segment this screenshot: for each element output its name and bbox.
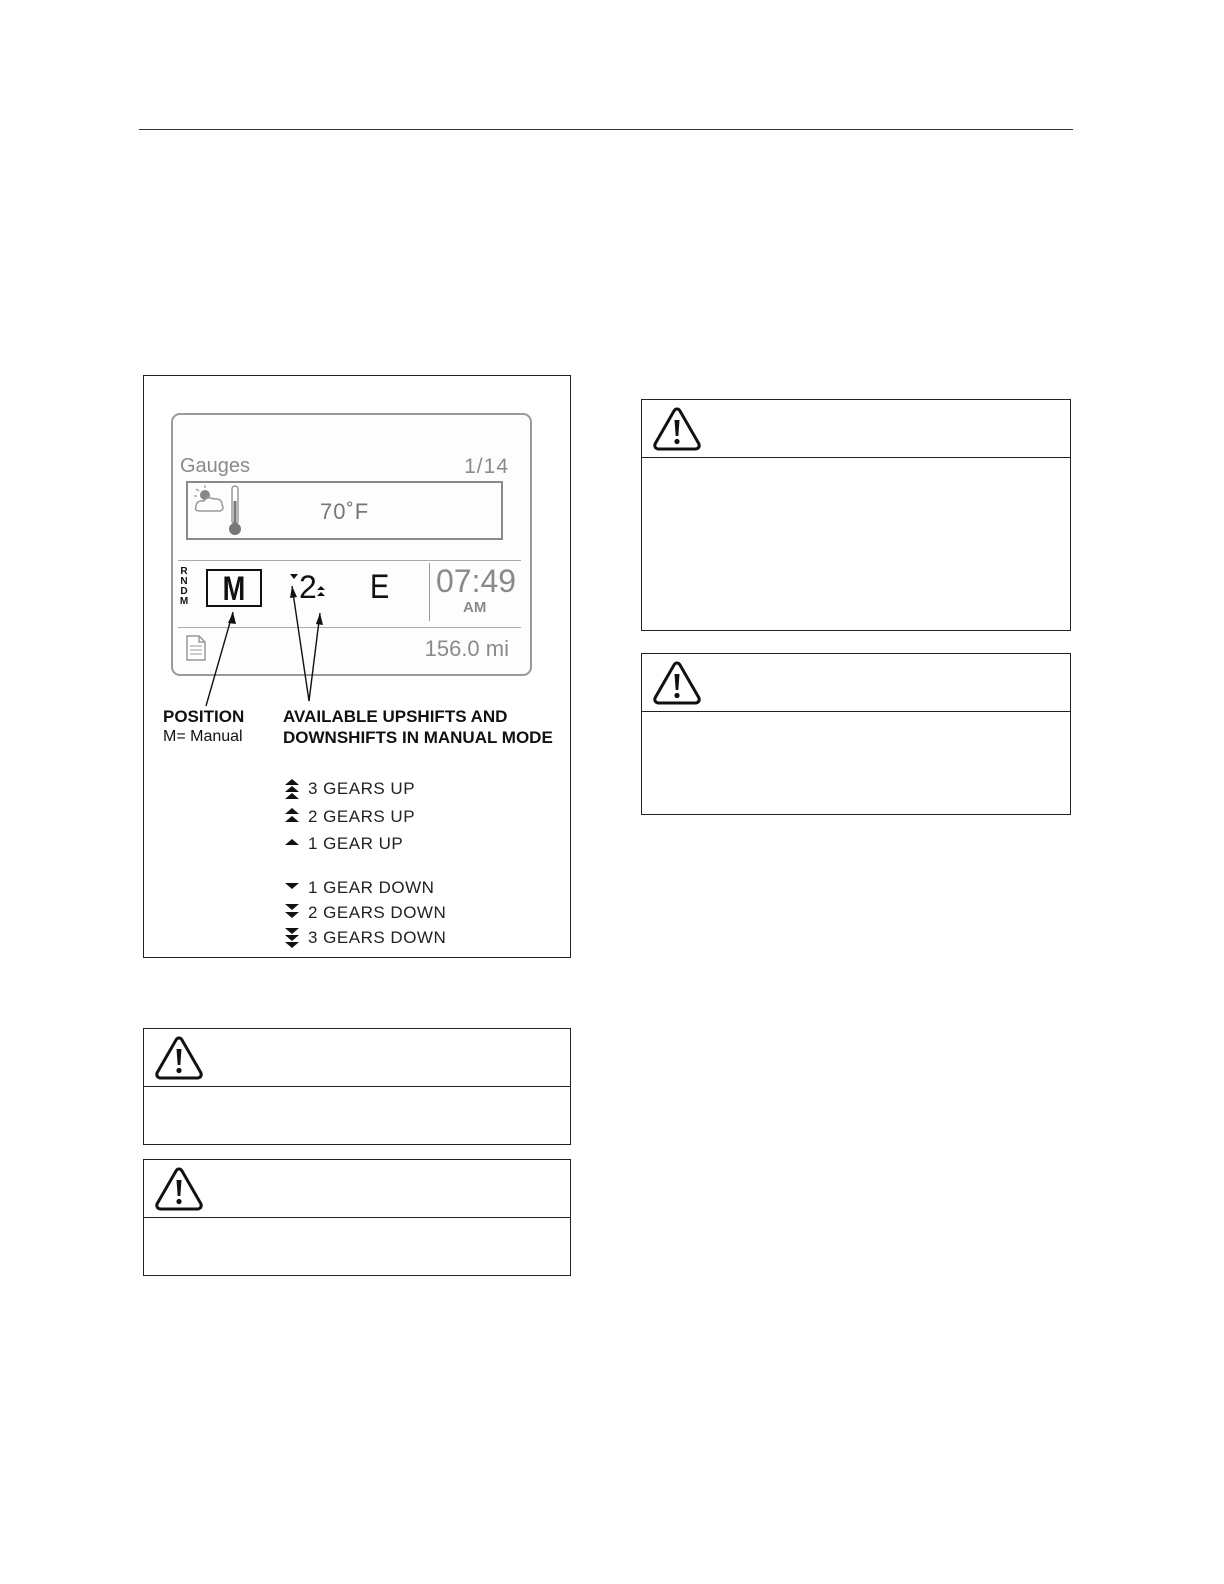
- legend-text: 1 GEAR UP: [308, 834, 404, 853]
- legend-text: 3 GEARS UP: [308, 779, 416, 798]
- position-sublabel: M= Manual: [163, 728, 243, 745]
- warning-header: [144, 1160, 570, 1218]
- single-down-arrow-icon: [283, 877, 301, 897]
- clock-ampm: AM: [463, 599, 487, 616]
- selected-position: M: [222, 570, 246, 608]
- transmission-display-figure: [143, 375, 571, 958]
- legend-text: 1 GEAR DOWN: [308, 878, 435, 897]
- warning-triangle-icon: [652, 406, 702, 452]
- display-title: Gauges: [180, 455, 251, 477]
- double-up-arrow-icon: [283, 806, 301, 826]
- legend-text: 2 GEARS DOWN: [308, 903, 447, 922]
- warning-header: [642, 654, 1070, 712]
- current-gear: 2: [299, 569, 317, 605]
- display-page-indicator: 1/14: [464, 455, 509, 478]
- legend-text: 2 GEARS UP: [308, 807, 416, 826]
- warning-triangle-icon: [154, 1035, 204, 1081]
- header-rule: [139, 129, 1073, 130]
- warning-triangle-icon: [154, 1166, 204, 1212]
- callout-arrows: [144, 376, 572, 959]
- shifts-label-line2: DOWNSHIFTS IN MANUAL MODE: [283, 728, 553, 747]
- clock-time: 07:49: [436, 563, 517, 599]
- single-up-arrow-icon: [283, 833, 301, 853]
- warning-box: [143, 1159, 571, 1276]
- outside-temperature: 70˚F: [320, 499, 370, 524]
- shift-mode: E: [370, 568, 390, 606]
- double-down-arrow-icon: [283, 902, 301, 922]
- position-label: POSITION: [163, 707, 245, 726]
- warning-header: [144, 1029, 570, 1087]
- warning-box: [143, 1028, 571, 1145]
- legend-text: 3 GEARS DOWN: [308, 928, 447, 947]
- warning-box: [641, 653, 1071, 815]
- warning-box: [641, 399, 1071, 631]
- triple-down-arrow-icon: [283, 927, 301, 951]
- gear-position-item: R: [180, 566, 188, 577]
- shifts-label-line1: AVAILABLE UPSHIFTS AND: [283, 707, 508, 726]
- warning-header: [642, 400, 1070, 458]
- triple-up-arrow-icon: [283, 778, 301, 800]
- gear-position-item: D: [180, 586, 188, 597]
- gear-position-item: N: [180, 576, 188, 587]
- gear-position-item: M: [179, 596, 189, 607]
- trip-odometer: 156.0 mi: [424, 636, 509, 661]
- warning-triangle-icon: [652, 660, 702, 706]
